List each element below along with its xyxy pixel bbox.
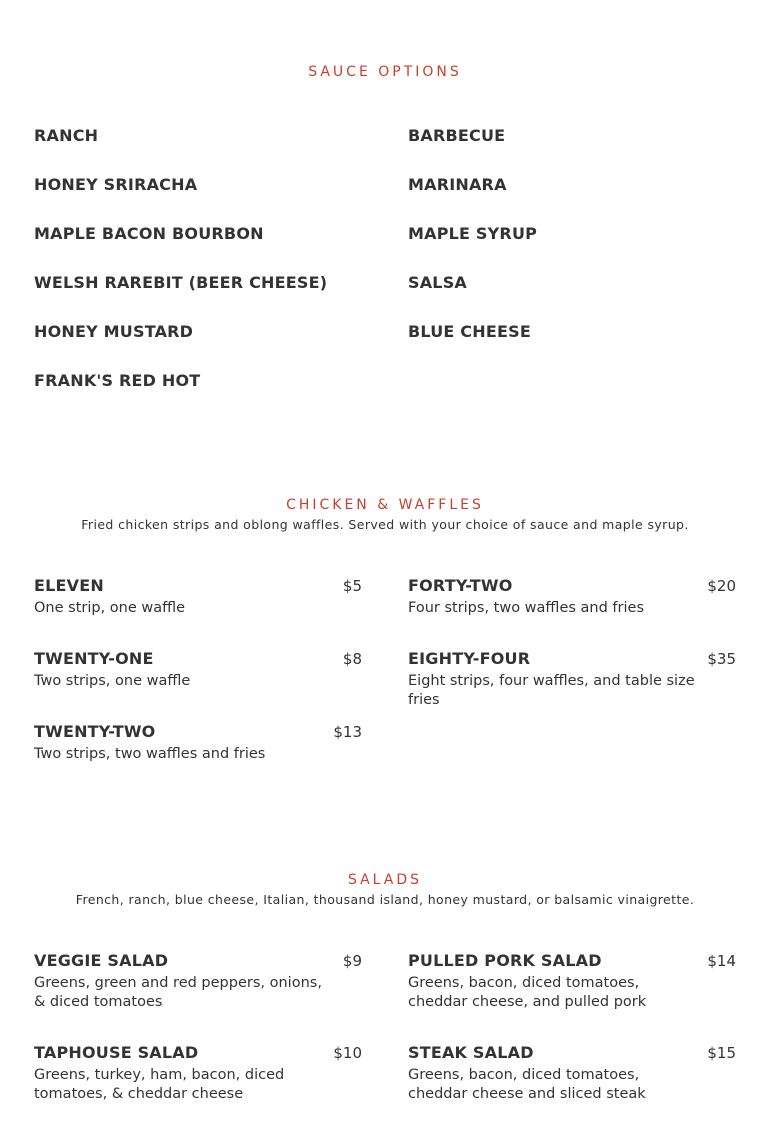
item-price: $20 bbox=[707, 577, 736, 595]
item-description: Greens, green and red peppers, onions, & diced tomatoes bbox=[34, 975, 322, 1010]
sauce-list-left bbox=[34, 126, 362, 420]
sauce-options-section bbox=[0, 64, 770, 80]
item-name: EIGHTY-FOUR bbox=[408, 649, 531, 668]
item-description: One strip, one waffle bbox=[34, 600, 186, 616]
sauce-item: BLUE CHEESE bbox=[408, 322, 531, 341]
menu-item bbox=[408, 1043, 736, 1104]
sauce-item: MARINARA bbox=[408, 175, 507, 194]
salads-section bbox=[0, 872, 770, 907]
item-name: ELEVEN bbox=[34, 576, 104, 595]
sauce-item: HONEY SRIRACHA bbox=[34, 175, 198, 194]
sauce-item: RANCH bbox=[34, 126, 99, 145]
item-price: $14 bbox=[707, 952, 736, 970]
sauce-options-title: SAUCE OPTIONS bbox=[308, 64, 462, 80]
item-price: $15 bbox=[707, 1044, 736, 1062]
item-price: $35 bbox=[707, 650, 736, 668]
item-name: TAPHOUSE SALAD bbox=[34, 1043, 199, 1062]
item-name: TWENTY-TWO bbox=[34, 722, 156, 741]
sauce-list-right bbox=[408, 126, 736, 371]
item-name: FORTY-TWO bbox=[408, 576, 513, 595]
menu-item bbox=[408, 649, 736, 710]
item-description: Four strips, two waffles and fries bbox=[408, 600, 644, 616]
chicken-waffles-right-column bbox=[408, 576, 736, 710]
item-description: Greens, bacon, diced tomatoes, cheddar cheese and sliced steak bbox=[408, 1067, 646, 1102]
item-description: Greens, bacon, diced tomatoes, cheddar cheese, and pulled pork bbox=[408, 975, 647, 1010]
salads-subtitle: French, ranch, blue cheese, Italian, thousand island, honey mustard, or balsamic vinaigrette. bbox=[75, 892, 695, 907]
item-price: $9 bbox=[342, 952, 362, 970]
salads-right-column bbox=[408, 951, 736, 1104]
menu-item bbox=[408, 951, 736, 1043]
salads-title: SALADS bbox=[347, 872, 423, 888]
menu-item bbox=[34, 649, 362, 722]
chicken-waffles-title: CHICKEN & WAFFLES bbox=[286, 497, 484, 513]
item-price: $8 bbox=[342, 650, 362, 668]
sauce-item: MAPLE BACON BOURBON bbox=[34, 224, 264, 243]
sauce-item: WELSH RAREBIT (BEER CHEESE) bbox=[34, 273, 328, 292]
item-price: $13 bbox=[333, 723, 362, 741]
item-name: VEGGIE SALAD bbox=[34, 951, 169, 970]
sauce-item: FRANK'S RED HOT bbox=[34, 371, 201, 390]
item-description: Two strips, two waffles and fries bbox=[34, 746, 266, 762]
menu-item bbox=[34, 951, 362, 1043]
salads-left-column bbox=[34, 951, 362, 1104]
item-description: Greens, turkey, ham, bacon, diced tomatoes, & cheddar cheese bbox=[34, 1067, 285, 1102]
item-description: Eight strips, four waffles, and table size fries bbox=[408, 673, 695, 708]
chicken-waffles-left-column bbox=[34, 576, 362, 764]
sauce-item: MAPLE SYRUP bbox=[408, 224, 538, 243]
sauce-item: HONEY MUSTARD bbox=[34, 322, 194, 341]
menu-item bbox=[34, 1043, 362, 1104]
item-price: $5 bbox=[342, 577, 362, 595]
menu-item bbox=[408, 576, 736, 649]
sauce-item: SALSA bbox=[408, 273, 468, 292]
menu-item bbox=[34, 576, 362, 649]
item-name: STEAK SALAD bbox=[408, 1043, 534, 1062]
menu-item bbox=[34, 722, 362, 764]
item-name: TWENTY-ONE bbox=[34, 649, 154, 668]
item-price: $10 bbox=[333, 1044, 362, 1062]
sauce-item: BARBECUE bbox=[408, 126, 506, 145]
chicken-waffles-section bbox=[0, 497, 770, 532]
chicken-waffles-subtitle: Fried chicken strips and oblong waffles. Served with your choice of sauce and maple syrup. bbox=[81, 517, 689, 532]
item-name: PULLED PORK SALAD bbox=[408, 951, 602, 970]
item-description: Two strips, one waffle bbox=[34, 673, 191, 689]
